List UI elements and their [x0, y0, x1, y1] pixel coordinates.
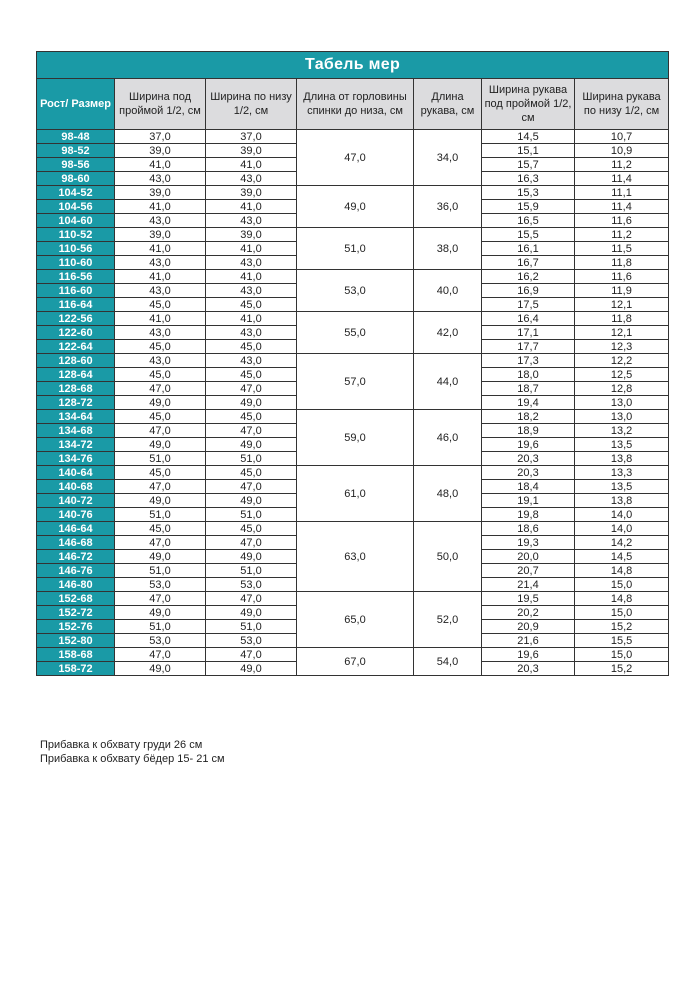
sleeve-armhole-value: 20,3	[482, 452, 575, 466]
sleeve-armhole-value: 20,9	[482, 620, 575, 634]
sleeve-bottom-value: 12,5	[575, 368, 669, 382]
bottom-width-value: 51,0	[206, 508, 297, 522]
bottom-width-value: 43,0	[206, 326, 297, 340]
size-label: 146-72	[37, 550, 115, 564]
table-body	[37, 130, 669, 676]
chest-width-value: 49,0	[115, 494, 206, 508]
sleeve-bottom-value: 11,6	[575, 214, 669, 228]
bottom-width-value: 45,0	[206, 466, 297, 480]
bottom-width-value: 43,0	[206, 256, 297, 270]
sleeve-bottom-value: 10,9	[575, 144, 669, 158]
bottom-width-value: 49,0	[206, 438, 297, 452]
size-label: 128-72	[37, 396, 115, 410]
chest-width-value: 51,0	[115, 564, 206, 578]
sleeve-armhole-value: 19,6	[482, 438, 575, 452]
sleeve-bottom-value: 13,8	[575, 494, 669, 508]
chest-width-value: 45,0	[115, 340, 206, 354]
header-size: Рост/ Размер	[37, 79, 115, 130]
chest-width-value: 47,0	[115, 424, 206, 438]
chest-width-value: 43,0	[115, 326, 206, 340]
size-label: 128-68	[37, 382, 115, 396]
size-label: 140-64	[37, 466, 115, 480]
table-row	[37, 312, 669, 326]
sleeve-armhole-value: 19,8	[482, 508, 575, 522]
table-row	[37, 648, 669, 662]
sleeve-bottom-value: 13,5	[575, 480, 669, 494]
sleeve-armhole-value: 18,9	[482, 424, 575, 438]
bottom-width-value: 39,0	[206, 186, 297, 200]
sleeve-length-value: 34,0	[414, 130, 482, 186]
sleeve-armhole-value: 18,0	[482, 368, 575, 382]
bottom-width-value: 41,0	[206, 270, 297, 284]
sleeve-length-value: 42,0	[414, 312, 482, 354]
chest-width-value: 43,0	[115, 172, 206, 186]
header-chest-width: Ширина под проймой 1/2, см	[115, 79, 206, 130]
bottom-width-value: 45,0	[206, 298, 297, 312]
chest-width-value: 45,0	[115, 410, 206, 424]
sleeve-bottom-value: 15,2	[575, 662, 669, 676]
sleeve-armhole-value: 16,2	[482, 270, 575, 284]
sleeve-armhole-value: 17,5	[482, 298, 575, 312]
sleeve-armhole-value: 17,1	[482, 326, 575, 340]
sleeve-bottom-value: 12,1	[575, 326, 669, 340]
chest-width-value: 41,0	[115, 200, 206, 214]
table-row	[37, 592, 669, 606]
back-length-value: 57,0	[297, 354, 414, 410]
sleeve-bottom-value: 13,5	[575, 438, 669, 452]
size-label: 134-64	[37, 410, 115, 424]
size-label: 146-64	[37, 522, 115, 536]
back-length-value: 49,0	[297, 186, 414, 228]
sleeve-armhole-value: 19,5	[482, 592, 575, 606]
sleeve-bottom-value: 14,8	[575, 564, 669, 578]
size-label: 116-60	[37, 284, 115, 298]
size-label: 140-72	[37, 494, 115, 508]
bottom-width-value: 43,0	[206, 284, 297, 298]
bottom-width-value: 53,0	[206, 578, 297, 592]
bottom-width-value: 47,0	[206, 648, 297, 662]
bottom-width-value: 45,0	[206, 410, 297, 424]
sleeve-armhole-value: 18,2	[482, 410, 575, 424]
size-label: 128-64	[37, 368, 115, 382]
bottom-width-value: 41,0	[206, 200, 297, 214]
table-row	[37, 186, 669, 200]
chest-width-value: 47,0	[115, 480, 206, 494]
sleeve-armhole-value: 15,1	[482, 144, 575, 158]
chest-width-value: 41,0	[115, 242, 206, 256]
size-label: 152-76	[37, 620, 115, 634]
chest-width-value: 43,0	[115, 284, 206, 298]
sleeve-bottom-value: 12,1	[575, 298, 669, 312]
sleeve-length-value: 54,0	[414, 648, 482, 676]
sleeve-bottom-value: 15,5	[575, 634, 669, 648]
size-label: 98-48	[37, 130, 115, 144]
sleeve-bottom-value: 12,2	[575, 354, 669, 368]
chest-width-value: 49,0	[115, 438, 206, 452]
size-label: 152-68	[37, 592, 115, 606]
sleeve-armhole-value: 20,3	[482, 466, 575, 480]
chest-width-value: 47,0	[115, 382, 206, 396]
back-length-value: 65,0	[297, 592, 414, 648]
back-length-value: 47,0	[297, 130, 414, 186]
back-length-value: 61,0	[297, 466, 414, 522]
sleeve-length-value: 46,0	[414, 410, 482, 466]
size-label: 152-80	[37, 634, 115, 648]
size-label: 122-60	[37, 326, 115, 340]
size-label: 110-52	[37, 228, 115, 242]
chest-width-value: 49,0	[115, 606, 206, 620]
chest-width-value: 45,0	[115, 466, 206, 480]
sleeve-bottom-value: 13,8	[575, 452, 669, 466]
sleeve-bottom-value: 11,9	[575, 284, 669, 298]
chest-width-value: 53,0	[115, 634, 206, 648]
sleeve-bottom-value: 11,2	[575, 228, 669, 242]
sleeve-bottom-value: 11,4	[575, 200, 669, 214]
back-length-value: 67,0	[297, 648, 414, 676]
bottom-width-value: 53,0	[206, 634, 297, 648]
chest-width-value: 41,0	[115, 312, 206, 326]
table-row	[37, 466, 669, 480]
note-hip-allowance: Прибавка к обхвату бёдер 15- 21 см	[40, 753, 225, 765]
sleeve-bottom-value: 11,2	[575, 158, 669, 172]
size-label: 158-68	[37, 648, 115, 662]
chest-width-value: 43,0	[115, 214, 206, 228]
header-sleeve-length: Длина рукава, см	[414, 79, 482, 130]
sleeve-armhole-value: 21,4	[482, 578, 575, 592]
bottom-width-value: 43,0	[206, 354, 297, 368]
size-label: 110-60	[37, 256, 115, 270]
bottom-width-value: 45,0	[206, 522, 297, 536]
header-back-length: Длина от горловины спинки до низа, см	[297, 79, 414, 130]
back-length-value: 51,0	[297, 228, 414, 270]
sleeve-bottom-value: 11,1	[575, 186, 669, 200]
chest-width-value: 47,0	[115, 592, 206, 606]
sleeve-armhole-value: 20,0	[482, 550, 575, 564]
size-label: 116-56	[37, 270, 115, 284]
sleeve-bottom-value: 13,3	[575, 466, 669, 480]
size-label: 122-64	[37, 340, 115, 354]
bottom-width-value: 47,0	[206, 424, 297, 438]
sleeve-length-value: 52,0	[414, 592, 482, 648]
sleeve-armhole-value: 19,4	[482, 396, 575, 410]
sleeve-bottom-value: 13,0	[575, 396, 669, 410]
sleeve-armhole-value: 19,1	[482, 494, 575, 508]
table-row	[37, 130, 669, 144]
sleeve-bottom-value: 14,0	[575, 522, 669, 536]
sleeve-armhole-value: 18,6	[482, 522, 575, 536]
chest-width-value: 51,0	[115, 508, 206, 522]
sleeve-armhole-value: 20,7	[482, 564, 575, 578]
sleeve-armhole-value: 18,4	[482, 480, 575, 494]
size-label: 146-68	[37, 536, 115, 550]
bottom-width-value: 41,0	[206, 158, 297, 172]
sleeve-bottom-value: 13,0	[575, 410, 669, 424]
sleeve-bottom-value: 11,5	[575, 242, 669, 256]
chest-width-value: 39,0	[115, 186, 206, 200]
size-label: 98-52	[37, 144, 115, 158]
bottom-width-value: 47,0	[206, 382, 297, 396]
size-label: 104-52	[37, 186, 115, 200]
sleeve-armhole-value: 16,4	[482, 312, 575, 326]
table-row	[37, 522, 669, 536]
bottom-width-value: 45,0	[206, 340, 297, 354]
size-label: 146-80	[37, 578, 115, 592]
table-row	[37, 270, 669, 284]
bottom-width-value: 37,0	[206, 130, 297, 144]
back-length-value: 53,0	[297, 270, 414, 312]
sleeve-armhole-value: 16,9	[482, 284, 575, 298]
sleeve-bottom-value: 11,6	[575, 270, 669, 284]
sleeve-armhole-value: 16,7	[482, 256, 575, 270]
size-label: 158-72	[37, 662, 115, 676]
table-row	[37, 354, 669, 368]
sleeve-length-value: 38,0	[414, 228, 482, 270]
sleeve-bottom-value: 15,0	[575, 578, 669, 592]
sleeve-armhole-value: 15,3	[482, 186, 575, 200]
bottom-width-value: 51,0	[206, 452, 297, 466]
bottom-width-value: 49,0	[206, 550, 297, 564]
chest-width-value: 47,0	[115, 648, 206, 662]
bottom-width-value: 43,0	[206, 214, 297, 228]
sleeve-bottom-value: 14,0	[575, 508, 669, 522]
bottom-width-value: 39,0	[206, 228, 297, 242]
notes	[40, 738, 225, 766]
sleeve-length-value: 44,0	[414, 354, 482, 410]
bottom-width-value: 49,0	[206, 494, 297, 508]
back-length-value: 63,0	[297, 522, 414, 592]
bottom-width-value: 47,0	[206, 592, 297, 606]
sleeve-armhole-value: 15,5	[482, 228, 575, 242]
sleeve-armhole-value: 17,3	[482, 354, 575, 368]
chest-width-value: 51,0	[115, 620, 206, 634]
chest-width-value: 51,0	[115, 452, 206, 466]
size-label: 152-72	[37, 606, 115, 620]
sleeve-bottom-value: 15,0	[575, 606, 669, 620]
bottom-width-value: 49,0	[206, 606, 297, 620]
chest-width-value: 39,0	[115, 228, 206, 242]
back-length-value: 55,0	[297, 312, 414, 354]
back-length-value: 59,0	[297, 410, 414, 466]
measurements-table	[36, 51, 669, 676]
sleeve-bottom-value: 10,7	[575, 130, 669, 144]
header-row	[37, 79, 669, 130]
bottom-width-value: 47,0	[206, 536, 297, 550]
chest-width-value: 45,0	[115, 298, 206, 312]
size-label: 116-64	[37, 298, 115, 312]
sleeve-armhole-value: 18,7	[482, 382, 575, 396]
bottom-width-value: 45,0	[206, 368, 297, 382]
sleeve-length-value: 48,0	[414, 466, 482, 522]
size-label: 134-72	[37, 438, 115, 452]
sleeve-armhole-value: 15,9	[482, 200, 575, 214]
bottom-width-value: 41,0	[206, 312, 297, 326]
chest-width-value: 41,0	[115, 158, 206, 172]
sleeve-armhole-value: 20,2	[482, 606, 575, 620]
table-title: Табель мер	[37, 52, 669, 79]
bottom-width-value: 41,0	[206, 242, 297, 256]
sleeve-length-value: 36,0	[414, 186, 482, 228]
sleeve-armhole-value: 17,7	[482, 340, 575, 354]
sleeve-bottom-value: 15,2	[575, 620, 669, 634]
chest-width-value: 49,0	[115, 662, 206, 676]
header-bottom-width: Ширина по низу 1/2, см	[206, 79, 297, 130]
chest-width-value: 47,0	[115, 536, 206, 550]
chest-width-value: 39,0	[115, 144, 206, 158]
size-label: 134-68	[37, 424, 115, 438]
sleeve-bottom-value: 11,8	[575, 312, 669, 326]
size-label: 98-56	[37, 158, 115, 172]
sleeve-bottom-value: 15,0	[575, 648, 669, 662]
size-label: 128-60	[37, 354, 115, 368]
sleeve-bottom-value: 14,2	[575, 536, 669, 550]
sleeve-bottom-value: 14,5	[575, 550, 669, 564]
sleeve-bottom-value: 11,8	[575, 256, 669, 270]
sleeve-armhole-value: 21,6	[482, 634, 575, 648]
chest-width-value: 49,0	[115, 396, 206, 410]
size-label: 146-76	[37, 564, 115, 578]
size-label: 104-60	[37, 214, 115, 228]
chest-width-value: 37,0	[115, 130, 206, 144]
chest-width-value: 45,0	[115, 368, 206, 382]
header-sleeve-bottom: Ширина рукава по низу 1/2, см	[575, 79, 669, 130]
sleeve-length-value: 40,0	[414, 270, 482, 312]
bottom-width-value: 49,0	[206, 662, 297, 676]
size-label: 122-56	[37, 312, 115, 326]
size-label: 98-60	[37, 172, 115, 186]
bottom-width-value: 47,0	[206, 480, 297, 494]
chest-width-value: 45,0	[115, 522, 206, 536]
sleeve-bottom-value: 14,8	[575, 592, 669, 606]
size-label: 140-68	[37, 480, 115, 494]
size-label: 104-56	[37, 200, 115, 214]
table-row	[37, 410, 669, 424]
bottom-width-value: 49,0	[206, 396, 297, 410]
chest-width-value: 43,0	[115, 354, 206, 368]
sleeve-armhole-value: 19,6	[482, 648, 575, 662]
table-row	[37, 228, 669, 242]
header-sleeve-armhole: Ширина рукава под проймой 1/2, см	[482, 79, 575, 130]
sleeve-bottom-value: 11,4	[575, 172, 669, 186]
sleeve-armhole-value: 16,5	[482, 214, 575, 228]
sleeve-bottom-value: 12,3	[575, 340, 669, 354]
sleeve-length-value: 50,0	[414, 522, 482, 592]
sleeve-armhole-value: 16,3	[482, 172, 575, 186]
sleeve-armhole-value: 16,1	[482, 242, 575, 256]
size-label: 134-76	[37, 452, 115, 466]
size-label: 110-56	[37, 242, 115, 256]
bottom-width-value: 43,0	[206, 172, 297, 186]
sleeve-armhole-value: 14,5	[482, 130, 575, 144]
chest-width-value: 41,0	[115, 270, 206, 284]
size-label: 140-76	[37, 508, 115, 522]
chest-width-value: 53,0	[115, 578, 206, 592]
size-chart	[36, 51, 668, 676]
bottom-width-value: 51,0	[206, 620, 297, 634]
sleeve-armhole-value: 19,3	[482, 536, 575, 550]
sleeve-armhole-value: 15,7	[482, 158, 575, 172]
chest-width-value: 49,0	[115, 550, 206, 564]
bottom-width-value: 39,0	[206, 144, 297, 158]
sleeve-armhole-value: 20,3	[482, 662, 575, 676]
chest-width-value: 43,0	[115, 256, 206, 270]
note-chest-allowance: Прибавка к обхвату груди 26 см	[40, 739, 203, 751]
bottom-width-value: 51,0	[206, 564, 297, 578]
sleeve-bottom-value: 12,8	[575, 382, 669, 396]
sleeve-bottom-value: 13,2	[575, 424, 669, 438]
